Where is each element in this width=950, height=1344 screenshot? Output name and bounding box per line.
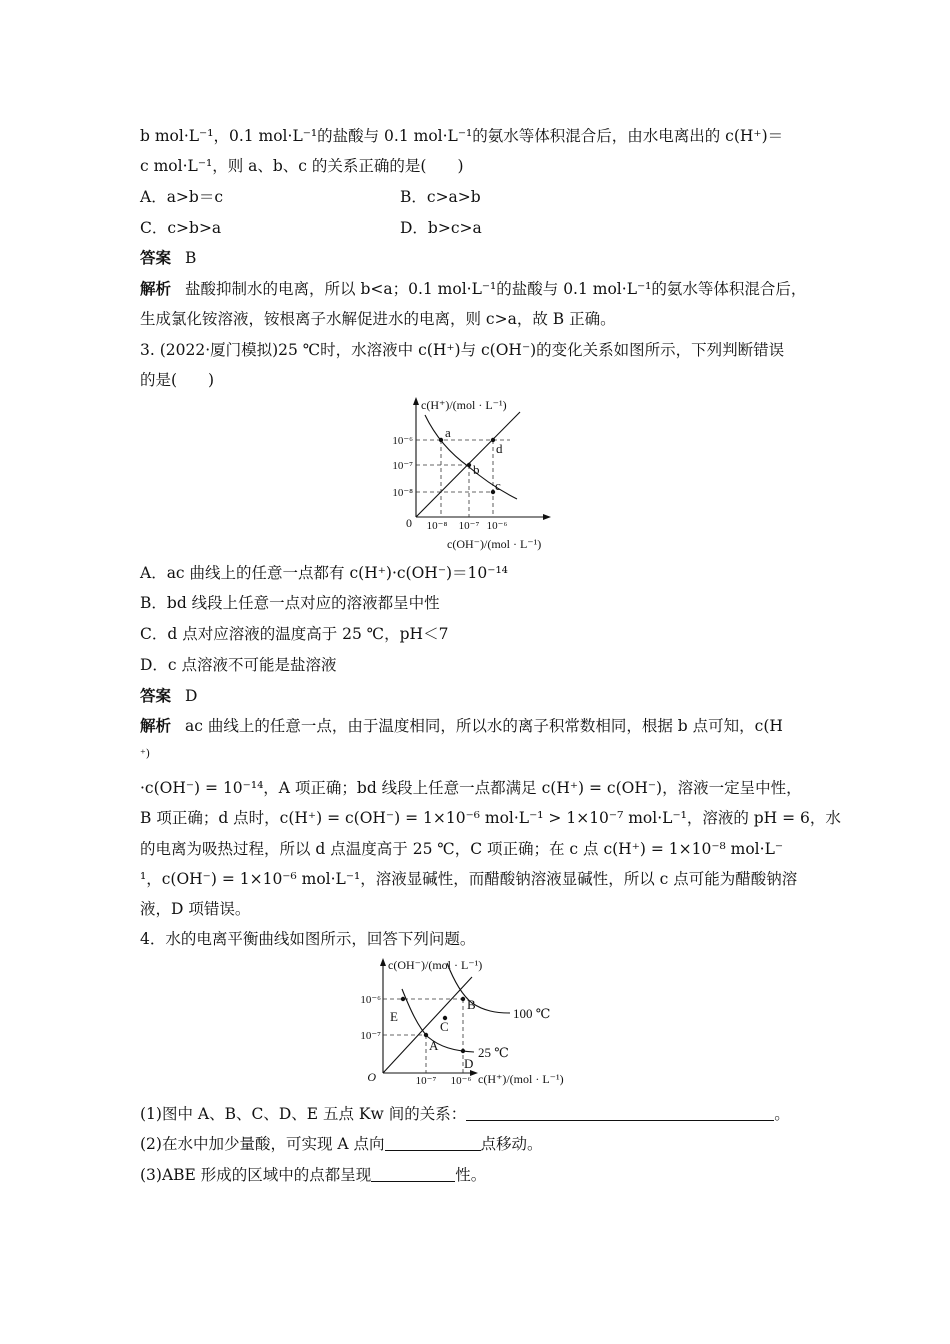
y-axis-arrow <box>413 397 419 405</box>
label-e: E <box>390 1009 398 1024</box>
q2-option-a: A．a>b＝c <box>140 188 224 206</box>
q3-option-a: A．ac 曲线上的任意一点都有 c(H⁺)·c(OH⁻)＝10⁻¹⁴ <box>140 564 508 582</box>
y-axis-label: c(OH⁻)/(mol · L⁻¹) <box>388 958 483 972</box>
q2-answer <box>140 248 820 268</box>
sub3-end: 性。 <box>455 1166 487 1184</box>
q2-analysis-line2: 生成氯化铵溶液，铵根离子水解促进水的电离，则 c>a，故 B 正确。 <box>140 310 616 328</box>
sub3-answer-blank[interactable] <box>371 1167 455 1182</box>
x-tick-1e-8: 10⁻⁸ <box>426 520 448 532</box>
x-tick-1e-6: 10⁻⁶ <box>450 1075 472 1087</box>
label-25c: 25 ℃ <box>478 1045 509 1060</box>
sub1-answer-blank[interactable] <box>466 1106 774 1121</box>
q3-analysis-line2: ⁺) <box>140 747 151 760</box>
origin-label: 0 <box>406 516 412 530</box>
x-axis-label: c(H⁺)/(mol · L⁻¹) <box>478 1072 564 1086</box>
y-tick-1e-8: 10⁻⁸ <box>392 487 413 499</box>
y-tick-1e-6: 10⁻⁶ <box>392 435 413 447</box>
x-tick-1e-7: 10⁻⁷ <box>458 520 480 532</box>
origin-label: O <box>367 1070 376 1084</box>
q2-stem-line2: c mol·L⁻¹，则 a、b、c 的关系正确的是( ) <box>140 157 464 175</box>
q3-option-b: B．bd 线段上任意一点对应的溶液都呈中性 <box>140 594 440 612</box>
sub2-text: (2)在水中加少量酸，可实现 A 点向 <box>140 1135 385 1153</box>
label-c: C <box>440 1019 449 1034</box>
q4-stem: 4．水的电离平衡曲线如图所示，回答下列问题。 <box>140 930 476 948</box>
label-b: B <box>467 997 476 1012</box>
q3-analysis-line7: 液，D 项错误。 <box>140 900 251 918</box>
sub1-text: (1)图中 A、B、C、D、E 五点 Kw 间的关系： <box>140 1105 467 1123</box>
q3-figure <box>385 395 575 555</box>
label-100c: 100 ℃ <box>513 1006 551 1021</box>
y-axis-label: c(H⁺)/(mol · L⁻¹) <box>421 398 507 412</box>
point-a <box>424 1033 428 1037</box>
point-b <box>461 997 465 1001</box>
x-axis-label: c(OH⁻)/(mol · L⁻¹) <box>447 537 542 551</box>
q2-stem-line1: b mol·L⁻¹，0.1 mol·L⁻¹的盐酸与 0.1 mol·L⁻¹的氨水等体积混合后，由水电离出的 c(H⁺)＝ <box>140 127 784 145</box>
q2-option-d: D．b>c>a <box>400 219 482 237</box>
q3-stem-line2: 的是( ) <box>140 371 215 389</box>
analysis-text: 盐酸抑制水的电离，所以 b<a；0.1 mol·L⁻¹的盐酸与 0.1 mol·L⁻¹的氨水等体积混合后， <box>185 280 807 298</box>
x-tick-1e-7: 10⁻⁷ <box>415 1075 437 1087</box>
q4-sub1 <box>140 1104 820 1124</box>
answer-label: 答案 <box>140 248 172 267</box>
label-b: b <box>473 462 480 477</box>
point-b <box>467 463 471 467</box>
label-a: A <box>429 1038 439 1053</box>
point-d <box>461 1049 465 1053</box>
answer-value: B <box>185 249 197 267</box>
q3-analysis-line1 <box>140 716 820 736</box>
y-tick-1e-7: 10⁻⁷ <box>392 460 413 472</box>
neutral-line <box>383 977 472 1073</box>
q3-answer <box>140 686 820 706</box>
point-e <box>401 997 405 1001</box>
q3-option-c: C．d 点对应溶液的温度高于 25 ℃，pH＜7 <box>140 625 449 643</box>
q3-analysis-line5: 的电离为吸热过程，所以 d 点温度高于 25 ℃，C 项正确；在 c 点 c(H⁺) = 1×10⁻⁸ mol·L⁻ <box>140 840 784 858</box>
q3-stem-line1: 3. (2022·厦门模拟)25 ℃时，水溶液中 c(H⁺)与 c(OH⁻)的变化关系如图所示，下列判断错误 <box>140 341 785 359</box>
q4-sub2 <box>140 1134 820 1154</box>
q3-analysis-line3: ·c(OH⁻) = 10⁻¹⁴，A 项正确；bd 线段上任意一点都满足 c(H⁺) = c(OH⁻)，溶液一定呈中性， <box>140 779 802 797</box>
label-a: a <box>445 425 451 440</box>
x-tick-1e-6: 10⁻⁶ <box>486 520 508 532</box>
y-axis-arrow <box>380 958 386 966</box>
kw-curve <box>425 415 517 499</box>
q2-option-c: C．c>b>a <box>140 219 222 237</box>
q4-figure <box>350 955 600 1090</box>
analysis-label: 解析 <box>140 716 172 735</box>
q4-sub3 <box>140 1165 820 1185</box>
q3-analysis-line4: B 项正确；d 点时，c(H⁺) = c(OH⁻) = 1×10⁻⁶ mol·L⁻¹ > 1×10⁻⁷ mol·L⁻¹，溶液的 pH = 6，水 <box>140 809 841 827</box>
label-d: d <box>496 441 503 456</box>
answer-label: 答案 <box>140 686 172 705</box>
x-axis-arrow <box>543 514 551 520</box>
answer-value: D <box>185 687 198 705</box>
analysis-text: ac 曲线上的任意一点，由于温度相同，所以水的离子积常数相同，根据 b 点可知，c(H <box>185 717 783 735</box>
y-tick-1e-6: 10⁻⁶ <box>360 994 381 1006</box>
point-d <box>491 438 495 442</box>
sub3-text: (3)ABE 形成的区域中的点都呈现 <box>140 1166 372 1184</box>
q2-analysis-line1 <box>140 279 820 299</box>
q2-option-b: B．c>a>b <box>400 188 481 206</box>
sub2-end: 点移动。 <box>480 1135 543 1153</box>
label-c: c <box>495 478 501 493</box>
sub1-end: 。 <box>774 1105 790 1123</box>
point-a <box>439 438 443 442</box>
q3-analysis-line6: ¹，c(OH⁻) = 1×10⁻⁶ mol·L⁻¹，溶液显碱性，而醋酸钠溶液显碱性，所以 c 点可能为醋酸钠溶 <box>140 870 798 888</box>
sub2-answer-blank[interactable] <box>385 1136 481 1151</box>
analysis-label: 解析 <box>140 279 172 298</box>
y-tick-1e-7: 10⁻⁷ <box>360 1030 381 1042</box>
q3-option-d: D．c 点溶液不可能是盐溶液 <box>140 656 337 674</box>
label-d: D <box>464 1056 474 1071</box>
